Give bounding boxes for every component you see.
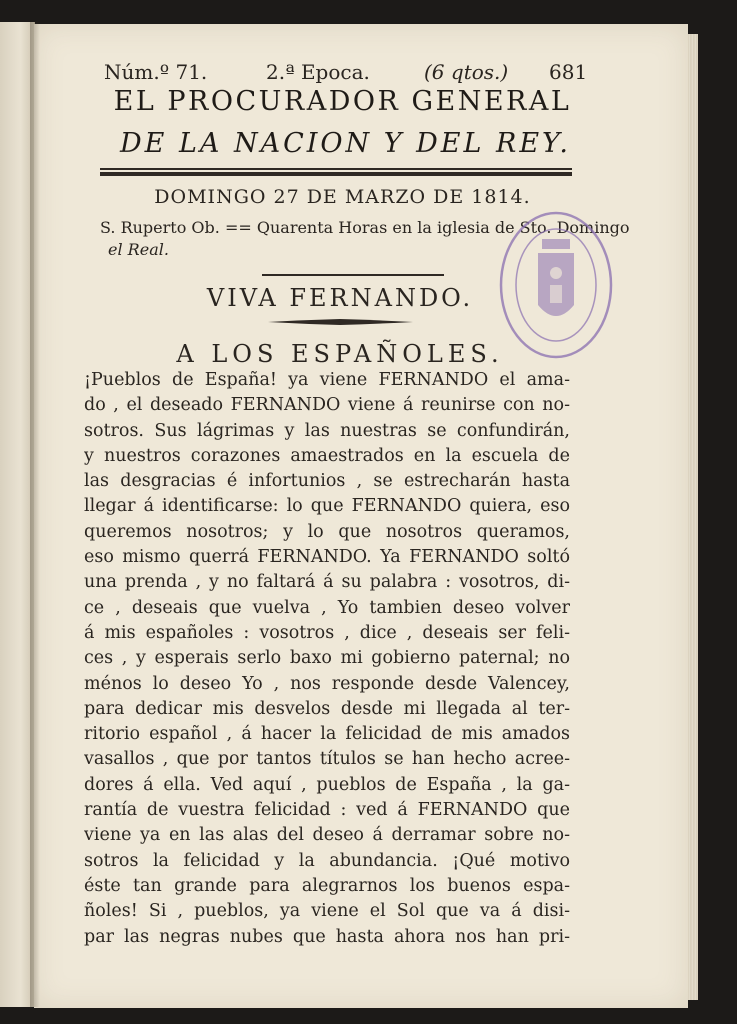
library-stamp [498,209,614,361]
article-line: ¡Pueblos de España! ya viene FERNANDO el ama- [84,370,570,390]
article-line: queremos nosotros; y lo que nosotros queramos, [84,521,570,542]
section-heading: VIVA FERNANDO. [206,284,474,312]
saint-line: S. Ruperto Ob. == Quarenta Horas en la iglesia de Sto. Domingo [100,218,630,237]
article-line: sotros. Sus lágrimas y las nuestras se confundirán, [84,420,570,441]
article-line: vasallos , que por tantos títulos se han hecho acree- [84,749,570,770]
spine-shadow [30,22,40,1007]
article-line: rantía de vuestra felicidad : ved á FERNANDO que [84,800,570,821]
article-line: dores á ella. Ved aquí , pueblos de España , la ga- [84,774,570,795]
article-line: éste tan grande para alegrarnos los buenos espa- [84,875,570,896]
quarters-label: (6 qtos.) [424,60,509,84]
article-line: do , el deseado FERNANDO viene á reunirse con no- [84,395,570,416]
article-line: y nuestros corazones amaestrados en la escuela de [84,445,570,466]
section-rule [262,274,444,276]
article-line: par las negras nubes que hasta ahora nos han pri- [84,926,570,947]
article-line: viene ya en las alas del deseo á derramar sobre no- [84,825,570,846]
masthead-subtitle: DE LA NACION Y DEL REY. [120,128,571,159]
address-heading: A LOS ESPAÑOLES. [176,340,504,368]
article-line: eso mismo querrá FERNANDO. Ya FERNANDO soltó [84,547,570,568]
article-line: ritorio español , á hacer la felicidad de mis amados [84,724,570,745]
ornament-divider [268,319,413,325]
masthead-rule-top [100,168,572,170]
masthead-rule-bottom [100,172,572,176]
saint-line-continuation: el Real. [108,240,169,259]
article-line: las desgracias é infortunios , se estrecharán hasta [84,471,570,492]
date-line: DOMINGO 27 DE MARZO DE 1814. [154,186,531,208]
article-line: sotros la felicidad y la abundancia. ¡Qué motivo [84,850,570,871]
masthead-title: EL PROCURADOR GENERAL [113,86,572,117]
article-line: ménos lo deseo Yo , nos responde desde Valencey, [84,673,570,694]
article-line: llegar á identificarse: lo que FERNANDO quiera, eso [84,496,570,517]
issue-number: Núm.º 71. [104,60,208,84]
article-line: para dedicar mis desvelos desde mi llegada al ter- [84,698,570,719]
article-line: á mis españoles : vosotros , dice , deseais ser feli- [84,622,570,643]
article-line: ce , deseais que vuelva , Yo tambien deseo volver [84,597,570,618]
article-line: ñoles! Si , pueblos, ya viene el Sol que va á disi- [84,901,570,922]
article-line: una prenda , y no faltará á su palabra : vosotros, di- [84,572,570,593]
epoch-label: 2.ª Epoca. [266,60,370,84]
article-line: ces , y esperais serlo baxo mi gobierno paternal; no [84,648,570,669]
article-body [84,368,570,950]
page-stack-edge [688,34,698,1000]
page-number: 681 [549,60,588,84]
